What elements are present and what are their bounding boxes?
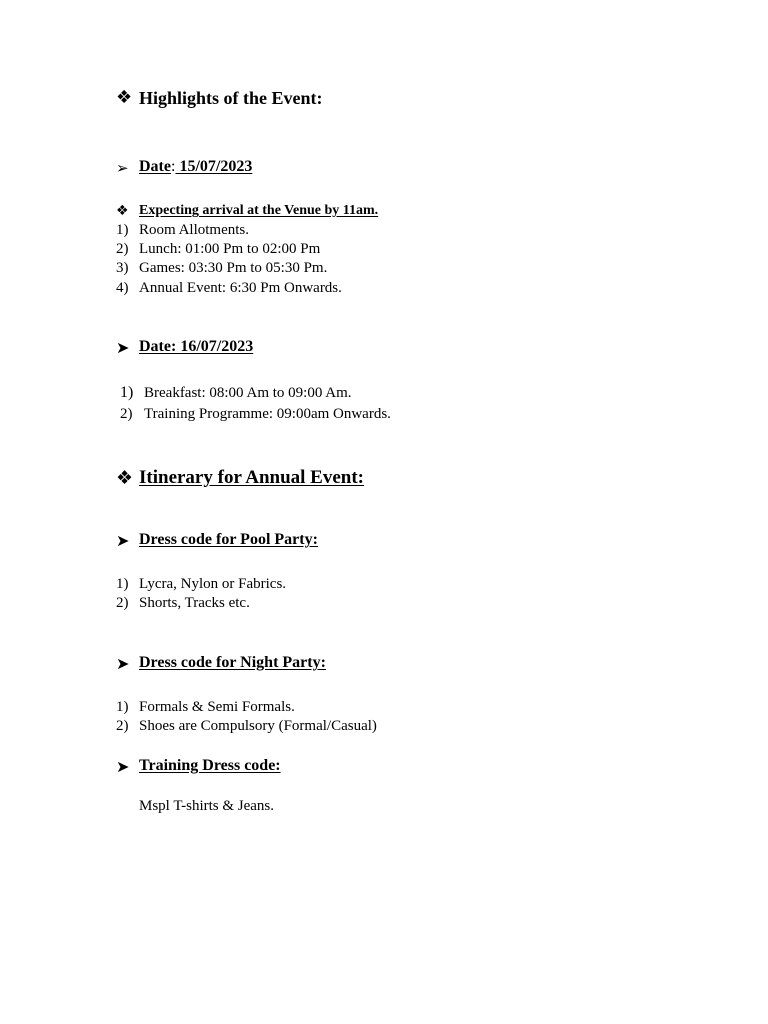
- list-item: Shoes are Compulsory (Formal/Casual): [139, 718, 377, 734]
- list-item-number: 1): [116, 576, 129, 592]
- diamond-bullet-icon: ❖: [116, 203, 129, 219]
- arrow-bullet-icon: ➢: [116, 159, 129, 177]
- night-party-heading: Dress code for Night Party:: [139, 654, 326, 671]
- pool-party-heading: Dress code for Pool Party:: [139, 531, 318, 548]
- day2-date: Date: 16/07/2023: [139, 338, 254, 355]
- day1-date-label: Date: [139, 158, 171, 175]
- list-item-number: 1): [116, 222, 129, 238]
- training-dress-heading: Training Dress code:: [139, 757, 281, 774]
- list-item: Shorts, Tracks etc.: [139, 595, 250, 611]
- list-item-number: 1): [120, 384, 134, 401]
- list-item: Games: 03:30 Pm to 05:30 Pm.: [139, 260, 328, 276]
- arrow-bullet-icon: ➤: [116, 654, 130, 673]
- list-item: Formals & Semi Formals.: [139, 699, 295, 715]
- highlights-title: Highlights of the Event:: [139, 88, 323, 108]
- list-item: Breakfast: 08:00 Am to 09:00 Am.: [144, 385, 352, 401]
- list-item-number: 1): [116, 699, 129, 715]
- list-item-number: 4): [116, 280, 129, 296]
- training-dress-text: Mspl T-shirts & Jeans.: [139, 798, 275, 814]
- list-item: Training Programme: 09:00am Onwards.: [144, 406, 391, 422]
- list-item: Lycra, Nylon or Fabrics.: [139, 576, 287, 592]
- day1-date: [139, 158, 252, 176]
- list-item: Annual Event: 6:30 Pm Onwards.: [139, 280, 342, 296]
- arrow-bullet-icon: ➤: [116, 531, 130, 550]
- day1-date-value: 15/07/2023: [175, 158, 253, 175]
- list-item-number: 2): [116, 241, 129, 257]
- diamond-bullet-icon: ❖: [116, 467, 134, 489]
- list-item: Room Allotments.: [139, 222, 250, 238]
- list-item-number: 2): [120, 406, 133, 422]
- list-item: Lunch: 01:00 Pm to 02:00 Pm: [139, 241, 321, 257]
- arrow-bullet-icon: ➤: [116, 757, 130, 776]
- day1-date-sep: :: [170, 158, 176, 175]
- arrow-bullet-icon: ➤: [116, 338, 130, 357]
- list-item-number: 2): [116, 595, 129, 611]
- diamond-bullet-icon: ❖: [116, 87, 133, 108]
- itinerary-title: Itinerary for Annual Event:: [139, 467, 365, 488]
- list-item-number: 3): [116, 260, 129, 276]
- list-item-number: 2): [116, 718, 129, 734]
- arrival-note: Expecting arrival at the Venue by 11am.: [139, 203, 379, 218]
